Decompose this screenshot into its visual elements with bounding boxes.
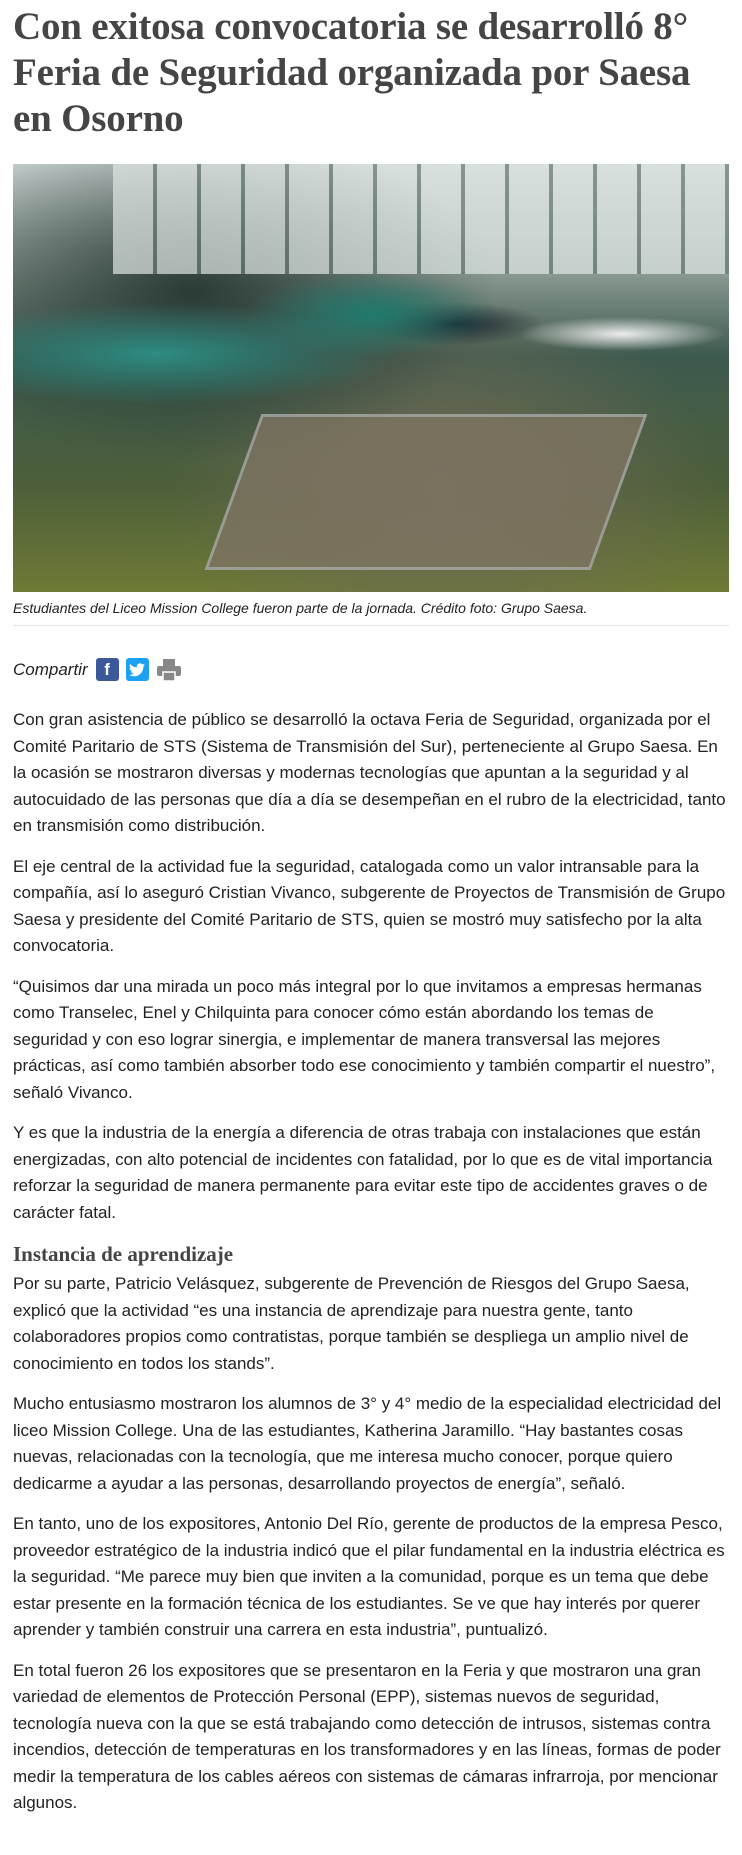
share-label: Compartir [13, 659, 88, 679]
photo-caption: Estudiantes del Liceo Mission College fueron parte de la jornada. Crédito foto: Grupo Saesa. [13, 600, 729, 626]
paragraph: En tanto, uno de los expositores, Antonio Del Río, gerente de productos de la empresa Pesco, proveedor estratégico de la industria indicó que el pilar fundamental en la industria eléctrica es la seguridad. “Me parece muy bien que inviten a la comunidad, porque es un tema que debe estar presente en la formación técnica de los estudiantes. Se ve que hay interés por querer aprender y también construir una carrera en esta industria”, puntualizó. [13, 1514, 725, 1639]
paragraph: “Quisimos dar una mirada un poco más integral por lo que invitamos a empresas hermanas como Transelec, Enel y Chilquinta para conocer cómo están abordando los temas de seguridad y con eso lograr sinergia, e implementar de manera transversal las mejores prácticas, así como también absorber todo ese conocimiento y también compartir el nuestro”, señaló Vivanco. [13, 976, 716, 1102]
article-photo [13, 164, 729, 592]
print-icon[interactable] [156, 658, 182, 681]
paragraph: En total fueron 26 los expositores que se presentaron en la Feria y que mostraron una gran variedad de elementos de Protección Personal (EPP), sistemas nuevos de seguridad, tecnología nueva con la que se está trabajando como detección de intrusos, sistemas contra incendios, detección de temperaturas en los transformadores y en las líneas, formas de poder medir la temperatura de los cables aéreos con sistemas de cámaras infrarroja, por mencionar algunos. [13, 1660, 721, 1812]
paragraph: Mucho entusiasmo mostraron los alumnos de 3° y 4° medio de la especialidad electricidad del liceo Mission College. Una de las estudiantes, Katherina Jaramillo. “Hay bastantes cosas nuevas, relacionadas con la tecnología, que me interesa mucho conocer, porque quiero dedicarme a ayudar a las personas, desarrollando proyectos de energía”, señaló. [13, 1394, 722, 1493]
paragraph: Con gran asistencia de público se desarrolló la octava Feria de Seguridad, organizada por el Comité Paritario de STS (Sistema de Transmisión del Sur), perteneciente al Grupo Saesa. En la ocasión se mostraron diversas y modernas tecnologías que apuntan a la seguridad y al autocuidado de las personas que día a día se desempeñan en el rubro de la electricidad, tanto en transmisión como distribución. [13, 710, 726, 835]
paragraph: Por su parte, Patricio Velásquez, subgerente de Prevención de Riesgos del Grupo Saesa, explicó que la actividad “es una instancia de aprendizaje para nuestra gente, tanto colaboradores propios como contratistas, porque también se despliega un amplio nivel de conocimiento en todos los stands”. [13, 1274, 690, 1373]
twitter-icon[interactable] [126, 658, 149, 681]
section-heading: Instancia de aprendizaje [13, 1242, 234, 1266]
photo-substation-model [205, 414, 648, 570]
share-bar [13, 658, 729, 681]
paragraph: El eje central de la actividad fue la seguridad, catalogada como un valor intransable para la compañía, así lo aseguró Cristian Vivanco, subgerente de Proyectos de Transmisión de Grupo Saesa y presidente del Comité Paritario de STS, quien se mostró muy satisfecho por la alta convocatoria. [13, 856, 726, 955]
photo-people [13, 234, 729, 434]
paragraph: Y es que la industria de la energía a diferencia de otras trabaja con instalaciones que están energizadas, con alto potencial de incidentes con fatalidad, por lo que es de vital importancia reforzar la seguridad de manera permanente para evitar este tipo de accidentes graves o de carácter fatal. [13, 1123, 713, 1222]
article-title: Con exitosa convocatoria se desarrolló 8° Feria de Seguridad organizada por Saesa en Osorno [13, 5, 691, 140]
article [0, 4, 742, 1817]
facebook-icon[interactable]: f [96, 658, 119, 681]
